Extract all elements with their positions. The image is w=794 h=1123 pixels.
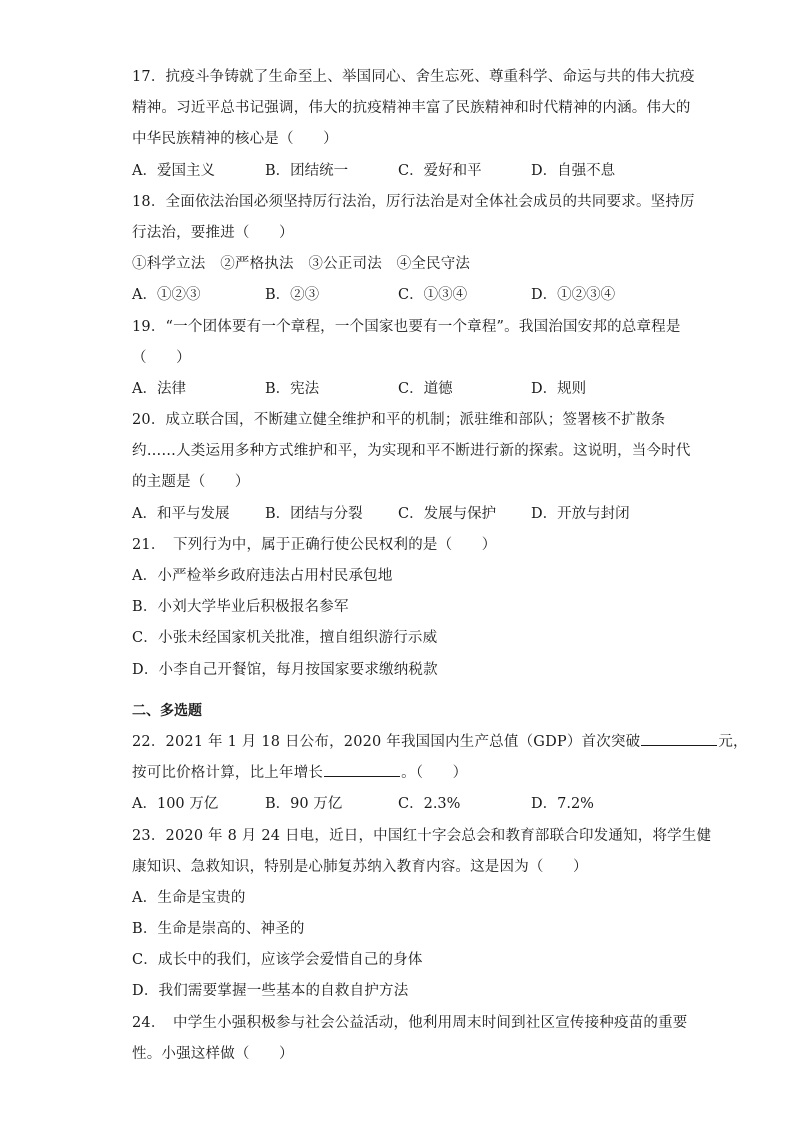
option-c: C．爱好和平 bbox=[398, 162, 482, 179]
option-d: D．小李自己开餐馆，每月按国家要求缴纳税款 bbox=[132, 661, 438, 678]
question-24 bbox=[132, 1008, 688, 1070]
question-17-line-3: 中华民族精神的核心是（ ） bbox=[132, 131, 338, 148]
question-18-line-2: 行法治，要推进（ ） bbox=[132, 224, 294, 241]
option-a: A．法律 bbox=[132, 380, 186, 397]
question-22-text-part-2: 元， bbox=[718, 733, 748, 750]
question-22-line-1 bbox=[132, 727, 748, 758]
question-20-options bbox=[132, 499, 664, 530]
question-22 bbox=[132, 727, 748, 821]
option-b: B．90 万亿 bbox=[265, 796, 343, 813]
option-c: C．道德 bbox=[398, 380, 453, 397]
option-d: D．7.2% bbox=[531, 796, 594, 813]
option-a: A．和平与发展 bbox=[132, 505, 230, 522]
exam-page bbox=[132, 62, 748, 1070]
question-24-line-1: 24． 中学生小强积极参与社会公益活动，他利用周末时间到社区宣传接种疫苗的重要 bbox=[132, 1014, 688, 1031]
question-22-text-part-1: 22．2021 年 1 月 18 日公布，2020 年我国国内生产总值（GDP）首次突破 bbox=[132, 733, 641, 750]
question-18-options bbox=[132, 280, 664, 311]
question-17-line-1: 17．抗疫斗争铸就了生命至上、举国同心、舍生忘死、尊重科学、命运与共的伟大抗疫 bbox=[132, 69, 695, 85]
option-d: D．规则 bbox=[531, 380, 587, 397]
question-23-line-1: 23．2020 年 8 月 24 日电，近日，中国红十字会总会和教育部联合印发通知，将学生健 bbox=[132, 827, 712, 844]
option-c: C．2.3% bbox=[398, 796, 461, 813]
question-17-options bbox=[132, 156, 664, 187]
question-22-options bbox=[132, 789, 664, 820]
question-23 bbox=[132, 821, 712, 1008]
option-a: A．爱国主义 bbox=[132, 162, 215, 179]
question-23-line-2: 康知识、急救知识，特别是心肺复苏纳入教育内容。这是因为（ ） bbox=[132, 858, 588, 875]
option-b: B．团结统一 bbox=[265, 162, 349, 179]
question-18-statements: ①科学立法 ②严格执法 ③公正司法 ④全民守法 bbox=[132, 256, 471, 273]
option-b: B．团结与分裂 bbox=[265, 505, 363, 522]
question-17 bbox=[132, 62, 695, 187]
option-b: B．生命是崇高的、神圣的 bbox=[132, 921, 305, 938]
option-c: C．①③④ bbox=[398, 287, 468, 304]
option-c: C．发展与保护 bbox=[398, 505, 497, 522]
question-24-line-2: 性。小强这样做（ ） bbox=[132, 1045, 294, 1062]
option-a: A．①②③ bbox=[132, 287, 201, 304]
question-22-text-part-4: 。（ ） bbox=[401, 765, 468, 782]
question-18-line-1: 18．全面依法治国必须坚持厉行法治，厉行法治是对全体社会成员的共同要求。坚持厉 bbox=[132, 193, 695, 210]
question-20-line-1: 20．成立联合国，不断建立健全维护和平的机制；派驻维和部队；签署核不扩散条 bbox=[132, 412, 666, 429]
answer-blank-1 bbox=[641, 731, 717, 746]
question-19-options bbox=[132, 374, 664, 405]
option-d: D．自强不息 bbox=[531, 162, 616, 179]
question-17-line-2: 精神。习近平总书记强调，伟大的抗疫精神丰富了民族精神和时代精神的内涵。伟大的 bbox=[132, 100, 691, 117]
option-b: B．②③ bbox=[265, 287, 320, 304]
option-c: C．成长中的我们，应该学会爱惜自己的身体 bbox=[132, 952, 423, 969]
option-a: A．小严检举乡政府违法占用村民承包地 bbox=[132, 568, 393, 584]
question-18 bbox=[132, 187, 695, 312]
option-d: D．开放与封闭 bbox=[531, 505, 630, 522]
option-d: D．①②③④ bbox=[531, 287, 616, 304]
question-20-line-3: 的主题是（ ） bbox=[132, 474, 250, 491]
question-21 bbox=[132, 530, 664, 686]
question-22-text-part-3: 按可比价格计算，比上年增长 bbox=[132, 765, 324, 782]
option-c: C．小张未经国家机关批准，擅自组织游行示威 bbox=[132, 630, 438, 647]
option-a: A．生命是宝贵的 bbox=[132, 889, 246, 906]
section-heading-multiple-choice: 二、多选题 bbox=[132, 702, 202, 719]
option-d: D．我们需要掌握一些基本的自救自护方法 bbox=[132, 983, 409, 1000]
question-20-line-2: 约……人类运用多种方式维护和平，为实现和平不断进行新的探索。这说明，当今时代 bbox=[132, 443, 691, 460]
answer-blank-2 bbox=[324, 762, 400, 777]
question-19-line-1: 19．“一个团体要有一个章程，一个国家也要有一个章程”。我国治国安邦的总章程是 bbox=[132, 318, 681, 335]
question-21-line-1: 21． 下列行为中，属于正确行使公民权利的是（ ） bbox=[132, 536, 497, 553]
option-b: B．宪法 bbox=[265, 380, 320, 397]
question-19-line-2: （ ） bbox=[132, 349, 191, 366]
question-22-line-2 bbox=[132, 758, 664, 789]
question-19 bbox=[132, 312, 681, 406]
question-20 bbox=[132, 405, 691, 530]
option-b: B．小刘大学毕业后积极报名参军 bbox=[132, 599, 349, 616]
option-a: A．100 万亿 bbox=[132, 796, 219, 813]
